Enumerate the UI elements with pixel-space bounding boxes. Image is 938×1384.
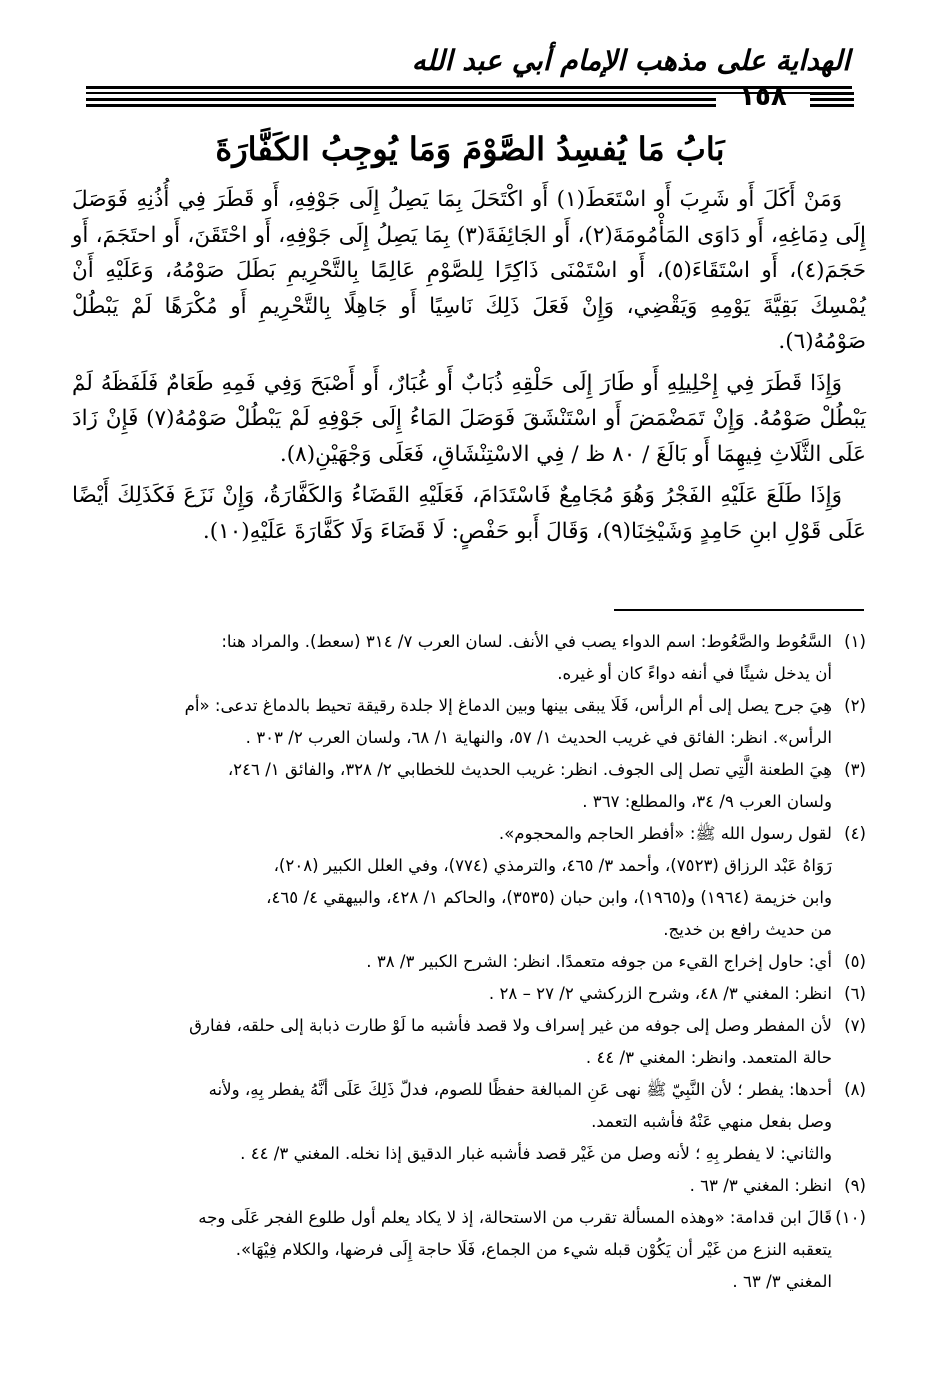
footnote (72, 978, 866, 1010)
page-number-rule-b (810, 98, 854, 101)
main-text (72, 182, 866, 555)
footnote-number: (٩) (844, 1176, 866, 1195)
footnote-number: (٢) (844, 696, 866, 715)
chapter-title: بَابُ مَا يُفسِدُ الصَّوْمَ وَمَا يُوجِبُ الكَفَّارَةَ (215, 130, 725, 168)
footnote (72, 754, 866, 818)
footnote-line: ولسان العرب ٩/ ٣٤، والمطلع: ٣٦٧ . (582, 792, 832, 811)
footnote-number: (٤) (844, 824, 866, 843)
footnotes (72, 626, 866, 1298)
footnote-line: هِيَ الطعنة الَّتِي تصل إلى الجوف. انظر: غريب الحديث للخطابي ٢/ ٣٢٨، والفائق ١/ ٢٤٦، (227, 760, 832, 779)
footnote-line: يتعقبه النزع من غَيْر أن يَكُوْن قبله شيء من الجماع، فَلَا حاجة إِلَى فرضها، والكلام فِيْهَا». (235, 1240, 832, 1259)
footnote-line: والثاني: لا يفطر بِهِ ؛ لأنه وصل من غَيْر قصد فأشبه غبار الدقيق إذا نخله. المغني ٣/ ٤٤ . (240, 1144, 832, 1163)
footnote-line: وصل بفعل منهي عَنْهُ فأشبه التعمد. (591, 1112, 832, 1131)
footnote-number: (٥) (844, 952, 866, 971)
footnote (72, 1074, 866, 1170)
footnote-line: هِيَ جرح يصل إلى أم الرأس، فَلَا يبقى بينها وبين الدماغ إلا جلدة رقيقة تحيط بالدماغ تدعى: «أم (184, 696, 832, 715)
footnote-number: (٧) (844, 1016, 866, 1035)
page-number-rule-c (810, 104, 854, 107)
footnote (72, 1170, 866, 1202)
footnote-number: (٣) (844, 760, 866, 779)
footnote-line: المغني ٣/ ٦٣ . (732, 1272, 832, 1291)
footnote-line: أن يدخل شيئًا في أنفه دواءً كان أو غيره. (557, 664, 832, 683)
footnote-number: (١٠) (835, 1208, 866, 1227)
footnote (72, 818, 866, 946)
footnote-number: (١) (844, 632, 866, 651)
footnote (72, 946, 866, 978)
body-paragraph: وَإِذَا قَطَرَ فِي إِحْلِيلِهِ أَو طَارَ إِلَى حَلْقِهِ ذُبَابٌ أَو غُبَارٌ، أَو أَصْبَحَ وَفِي فَمِهِ طَعَامٌ فَلَفَظَهُ لَمْ يَبْطُلْ صَوْمُهُ. وَإِنْ تَمَضْمَضَ أَو اسْتَنْشَقَ فَوَصَلَ المَاءُ إِلَى جَوْفِهِ لَمْ يَبْطُلْ صَوْمُهُ(٧) فَإِنْ زَادَ عَلَى الثَّلَاثِ فِيهِمَا أَو بَالَغَ / ٨٠ ظ / فِي الاسْتِنْشَاقِ، فَعَلَى وَجْهَيْنِ(٨). (72, 370, 866, 467)
footnote (72, 626, 866, 690)
footnote-line: قَالَ ابن قدامة: «وهذه المسألة تقرب من الاستحالة، إذ لا يكاد يعلم أول طلوع الفجر عَلَى وجه (198, 1208, 832, 1227)
page-number: ١٥٨ (739, 82, 787, 112)
footnote-line: وابن خزيمة (١٩٦٤) و(١٩٦٥)، وابن حبان (٣٥٣٥)، والحاكم ١/ ٤٢٨، والبيهقي ٤/ ٤٦٥، (266, 888, 832, 907)
footnote-line: أحدها: يفطر ؛ لأن النَّبِيّ ﷺ نهى عَنِ المبالغة حفظًا للصوم، فدلّ ذَلِكَ عَلَى أنَّهُ يفطر بِهِ، ولأنه (208, 1080, 832, 1099)
footnote-number: (٦) (844, 984, 866, 1003)
footnote (72, 1010, 866, 1074)
footnote-line: السَّعُوط والصَّعُوط: اسم الدواء يصب في الأنف. لسان العرب ٧/ ٣١٤ (سعط). والمراد هنا: (221, 632, 832, 651)
page-number-rule-a (810, 92, 854, 95)
header-rule-low (86, 104, 716, 107)
footnote-line: أي: حاول إخراج القيء من جوفه متعمدًا. انظر: الشرح الكبير ٣/ ٣٨ . (366, 952, 832, 971)
page-number-rule-left-top (810, 86, 852, 89)
footnote-separator (614, 609, 864, 611)
header-rule-mid (86, 98, 716, 101)
footnote-line: من حديث رافع بن خديج. (663, 920, 832, 939)
footnote-line: حالة المتعمد. وانظر: المغني ٣/ ٤٤ . (585, 1048, 832, 1067)
body-paragraph: وَإِذَا طَلَعَ عَلَيْهِ الفَجْرُ وَهُوَ مُجَامِعٌ فَاسْتَدَامَ، فَعَلَيْهِ القَضَاءُ وَالكَفَّارَةُ، وَإِنْ نَزَعَ فَكَذَلِكَ أَيْضًا عَلَى قَوْلِ ابنِ حَامِدٍ وَشَيْخِنَا(٩)، وَقَالَ أَبو حَفْصٍ: لَا قَضَاءَ وَلَا كَفَّارَةَ عَلَيْهِ(١٠). (72, 483, 866, 544)
footnote-line: انظر: المغني ٣/ ٤٨، وشرح الزركشي ٢/ ٢٧ – ٢٨ . (488, 984, 832, 1003)
footnote (72, 690, 866, 754)
footnote-line: رَوَاهُ عَبْد الرزاق (٧٥٢٣)، وأحمد ٣/ ٤٦٥، والترمذي (٧٧٤)، وفي العلل الكبير (٢٠٨)، (273, 856, 832, 875)
footnote-line: انظر: المغني ٣/ ٦٣ . (689, 1176, 832, 1195)
footnote-line: لقول رسول الله ﷺ: «أفطر الحاجم والمحجوم». (498, 824, 832, 843)
footnote-line: الرأس». انظر: الفائق في غريب الحديث ١/ ٥٧، والنهاية ١/ ٦٨، ولسان العرب ٢/ ٣٠٣ . (245, 728, 832, 747)
body-paragraph: وَمَنْ أَكَلَ أَو شَرِبَ أَو اسْتَعَطَ(١) أَو اكْتَحَلَ بِمَا يَصِلُ إِلَى جَوْفِهِ، أَو قَطَرَ فِي أُذُنِهِ فَوَصَلَ إِلَى دِمَاغِهِ، أَو دَاوَى المَأْمُومَةَ(٢)، أَو الجَائِفَةَ(٣) بِمَا يَصِلُ إِلَى جَوْفِهِ، أَو احْتَقَنَ، أَو احتَجَمَ، أَو حَجَمَ(٤)، أَو اسْتَقَاءَ(٥)، أَو اسْتَمْنَى ذَاكِرًا لِلصَّوْمِ عَالِمًا بِالتَّحْرِيمِ بَطَلَ صَوْمُهُ، وَعَلَيْهِ أَنْ يُمْسِكَ بَقِيَّةَ يَوْمِهِ وَيَقْضِي، وَإِنْ فَعَلَ ذَلِكَ نَاسِيًا أَو جَاهِلًا بِالتَّحْرِيمِ أَو مُكْرَهًا لَمْ يَبْطُلْ صَوْمُهُ(٦). (72, 187, 866, 354)
footnote-number: (٨) (844, 1080, 866, 1099)
running-title: الهداية على مذهب الإمام أبي عبد الله (411, 44, 850, 77)
footnote-line: لأن المفطر وصل إلى جوفه من غير إسراف ولا قصد فأشبه ما لَوْ طارت ذبابة إلى حلقه، ففارق (189, 1016, 832, 1035)
footnote (72, 1202, 866, 1298)
